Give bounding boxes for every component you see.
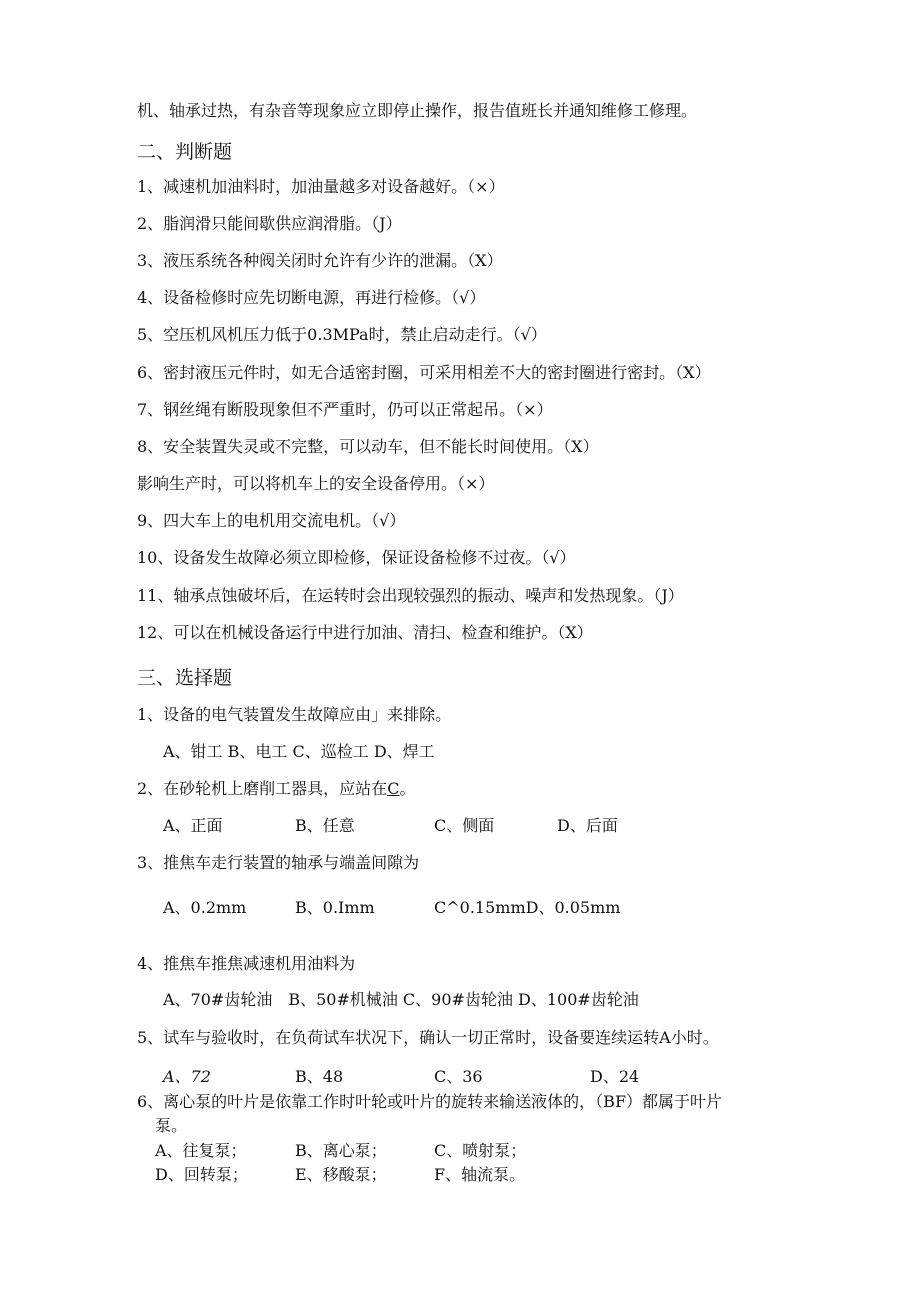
question-3-option: C^0.15mmD、0.05mm <box>434 898 621 917</box>
question-5-option: B、48 <box>295 1067 344 1086</box>
question-2 <box>137 779 415 799</box>
question-5-option: D、24 <box>590 1067 640 1086</box>
judgement-item: 影响生产时，可以将机车上的安全设备停用。（×） <box>137 474 495 493</box>
question-1-options: A、钳工 B、电工 C、巡检工 D、焊工 <box>163 742 435 761</box>
judgement-item: 10、设备发生故障必须立即检修，保证设备检修不过夜。（√） <box>137 548 576 567</box>
judgement-item: 11、轴承点蚀破坏后，在运转时会出现较强烈的振动、噪声和发热现象。（J） <box>137 586 684 605</box>
judgement-item: 12、可以在机械设备运行中进行加油、清扫、检查和维护。（X） <box>137 623 593 642</box>
section-title-judgement: 二、判断题 <box>137 141 233 163</box>
question-1: 1、设备的电气装置发生故障应由」来排除。 <box>137 705 452 724</box>
question-2-option: B、任意 <box>295 816 355 835</box>
question-2-option: C、侧面 <box>434 816 495 835</box>
judgement-item: 7、钢丝绳有断股现象但不严重时，仍可以正常起吊。（×） <box>137 400 553 419</box>
question-4: 4、推焦车推焦减速机用油料为 <box>137 954 356 973</box>
question-6: 6、离心泵的叶片是依靠工作时叶轮或叶片的旋转来输送液体的，（BF）都属于叶片 <box>137 1092 723 1111</box>
judgement-item: 1、减速机加油料时，加油量越多对设备越好。（×） <box>137 177 505 196</box>
judgement-item: 4、设备检修时应先切断电源，再进行检修。（√） <box>137 288 486 307</box>
judgement-item: 3、液压系统各种阀关闭时允许有少许的泄漏。（X） <box>137 251 503 270</box>
question-6-option: C、喷射泵； <box>434 1141 527 1160</box>
question-5-option: A、72 <box>163 1067 211 1086</box>
question-2-text: 2、在砂轮机上磨削工器具，应站在 <box>137 779 388 798</box>
judgement-item: 8、安全装置失灵或不完整，可以动车，但不能长时间使用。（X） <box>137 437 599 456</box>
question-2-option: D、后面 <box>557 816 618 835</box>
question-6-option: A、往复泵； <box>155 1141 247 1160</box>
judgement-item: 6、密封液压元件时，如无合适密封圈，可采用相差不大的密封圈进行密封。（X） <box>137 363 711 382</box>
question-2-answer: C <box>387 779 400 798</box>
question-6-option: D、回转泵； <box>155 1165 248 1184</box>
question-3-option: A、0.2mm <box>163 898 247 917</box>
question-5: 5、试车与验收时，在负荷试车状况下，确认一切正常时，设备要连续运转A小时。 <box>137 1028 719 1047</box>
intro-line: 机、轴承过热，有杂音等现象应立即停止操作，报告值班长并通知维修工修理。 <box>137 101 698 120</box>
question-6-option: E、移酸泵； <box>295 1165 387 1184</box>
section-title-choice: 三、选择题 <box>137 667 233 689</box>
judgement-item: 9、四大车上的电机用交流电机。（√） <box>137 511 406 530</box>
question-3-option: B、0.Imm <box>295 898 375 917</box>
question-2-text-end: 。 <box>399 779 416 798</box>
question-6-option: B、离心泵； <box>295 1141 387 1160</box>
question-3: 3、推焦车走行装置的轴承与端盖间隙为 <box>137 853 420 872</box>
question-6-continued: 泵。 <box>155 1116 188 1135</box>
judgement-item: 2、脂润滑只能间歇供应润滑脂。（J） <box>137 214 402 233</box>
question-6-option: F、轴流泵。 <box>434 1165 526 1184</box>
judgement-item: 5、空压机风机压力低于0.3MPa时，禁止启动走行。（√） <box>137 325 547 344</box>
question-4-options: A、70#齿轮油 B、50#机械油 C、90#齿轮油 D、100#齿轮油 <box>163 990 639 1009</box>
question-5-option: C、36 <box>434 1067 483 1086</box>
question-2-option: A、正面 <box>163 816 223 835</box>
